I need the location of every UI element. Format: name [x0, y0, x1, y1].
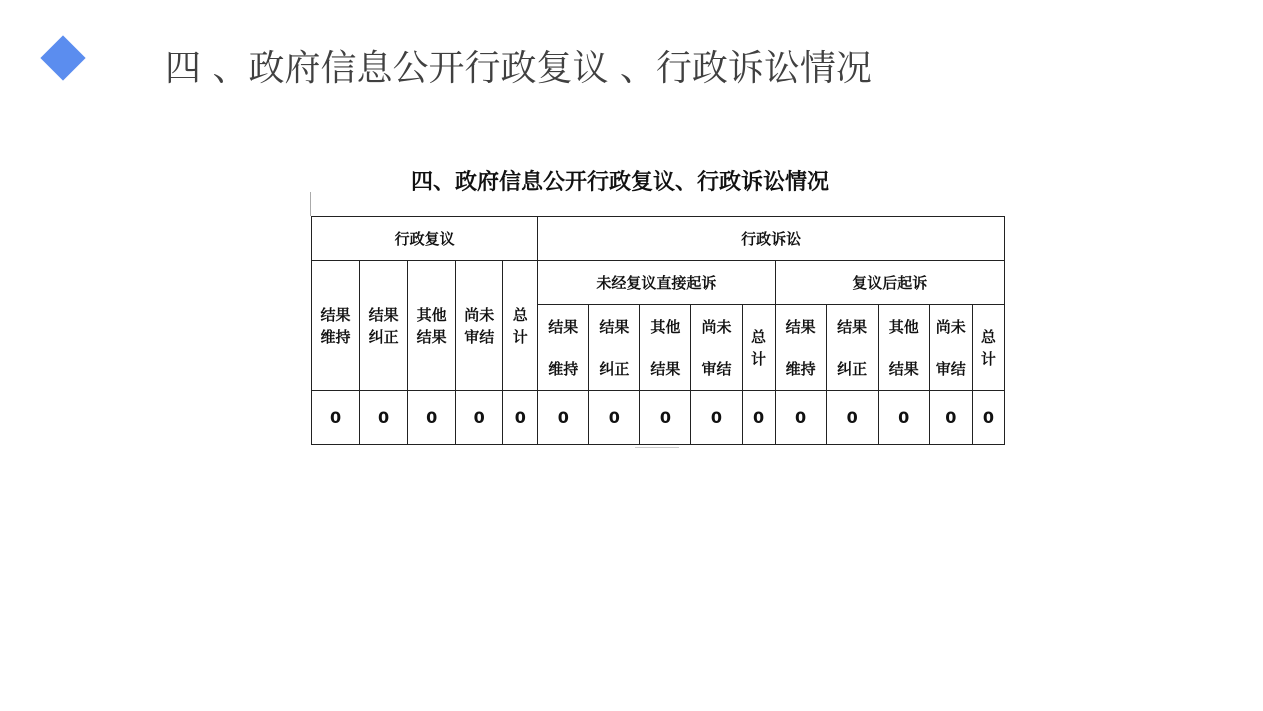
table-cell: 0	[742, 391, 775, 445]
table-heading: 四、政府信息公开行政复议、行政诉讼情况	[410, 170, 829, 195]
after-col-label: 尚未 审结	[935, 317, 966, 378]
review-col-header	[408, 261, 456, 391]
after-col-header	[972, 305, 1004, 391]
direct-col-label: 尚未 审结	[701, 317, 732, 378]
after-col-label: 总 计	[980, 327, 996, 368]
after-col-header	[826, 305, 878, 391]
after-col-header	[878, 305, 929, 391]
after-col-header	[775, 305, 826, 391]
review-col-header	[503, 261, 538, 391]
table-left-rule	[310, 192, 311, 216]
scan-mark	[635, 447, 679, 448]
table-cell: 0	[312, 391, 360, 445]
table-cell: 0	[775, 391, 826, 445]
table-row	[312, 391, 1005, 445]
table-cell: 0	[589, 391, 640, 445]
review-col-label: 尚未 审结	[464, 305, 495, 346]
table-cell: 0	[640, 391, 691, 445]
table-cell: 0	[360, 391, 408, 445]
direct-col-header	[691, 305, 742, 391]
review-col-label: 总 计	[512, 305, 528, 346]
diamond-bullet-icon	[40, 35, 85, 80]
review-col-header	[312, 261, 360, 391]
after-col-label: 其他 结果	[888, 317, 919, 378]
table-cell: 0	[503, 391, 538, 445]
table-cell: 0	[929, 391, 972, 445]
table-cell: 0	[538, 391, 589, 445]
group-header-administrative-review: 行政复议	[312, 217, 538, 261]
direct-col-header	[589, 305, 640, 391]
group-header-administrative-litigation: 行政诉讼	[538, 217, 1005, 261]
review-col-label: 结果 维持	[320, 305, 351, 346]
direct-col-label: 总 计	[751, 327, 767, 368]
subgroup-header-direct-litigation: 未经复议直接起诉	[538, 261, 775, 305]
review-col-label: 其他 结果	[416, 305, 447, 346]
after-col-label: 结果 纠正	[837, 317, 868, 378]
direct-col-label: 其他 结果	[650, 317, 681, 378]
after-col-label: 结果 维持	[785, 317, 816, 378]
statistics-table	[311, 216, 1005, 445]
direct-col-header	[538, 305, 589, 391]
direct-col-label: 结果 纠正	[599, 317, 630, 378]
direct-col-header	[640, 305, 691, 391]
table-cell: 0	[691, 391, 742, 445]
review-col-header	[360, 261, 408, 391]
review-col-label: 结果 纠正	[368, 305, 399, 346]
table-cell: 0	[826, 391, 878, 445]
table-image	[310, 160, 1007, 450]
slide-title: 四 、政府信息公开行政复议 、行政诉讼情况	[165, 48, 872, 89]
after-col-header	[929, 305, 972, 391]
review-col-header	[456, 261, 503, 391]
table-cell: 0	[408, 391, 456, 445]
table-cell: 0	[972, 391, 1004, 445]
table-cell: 0	[456, 391, 503, 445]
subgroup-header-litigation-after-review: 复议后起诉	[775, 261, 1004, 305]
direct-col-header	[742, 305, 775, 391]
direct-col-label: 结果 维持	[548, 317, 579, 378]
table-cell: 0	[878, 391, 929, 445]
